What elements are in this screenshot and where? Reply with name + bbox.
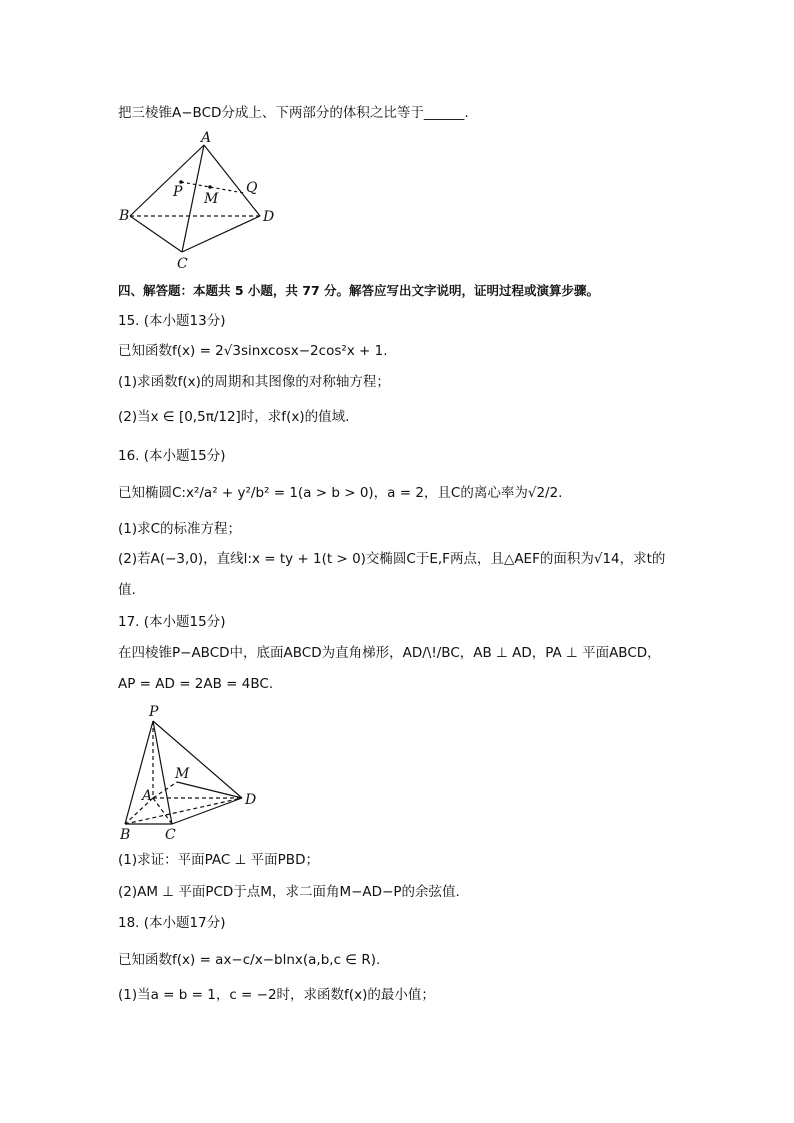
q17-title: 17. (本小题15分) <box>118 614 226 630</box>
label-p: P <box>173 184 183 200</box>
q14-continuation: 把三棱锥A−BCD分成上、下两部分的体积之比等于______. <box>118 105 469 121</box>
q16-part2-cont: 值. <box>118 582 136 598</box>
label-a: A <box>142 788 153 804</box>
label-b: B <box>120 827 131 843</box>
section-four-heading: 四、解答题：本题共 5 小题，共 77 分。解答应写出文字说明，证明过程或演算步骤。 <box>118 283 600 298</box>
label-a: A <box>201 130 212 146</box>
q18-title: 18. (本小题17分) <box>118 915 226 931</box>
q17-stem: 在四棱锥P−ABCD中，底面ABCD为直角梯形，AD/\!/BC，AB ⊥ AD，PA ⊥ 平面ABCD， <box>118 645 661 661</box>
q16-part1: (1)求C的标准方程； <box>118 521 242 537</box>
q15-part1: (1)求函数f(x)的周期和其图像的对称轴方程； <box>118 374 390 390</box>
tetrahedron-figure <box>115 128 285 273</box>
point-m <box>208 185 212 189</box>
q17-stem-cont: AP = AD = 2AB = 4BC. <box>118 676 274 692</box>
q17-part1: (1)求证：平面PAC ⊥ 平面PBD； <box>118 852 319 868</box>
edge-ab <box>130 145 204 216</box>
label-m: M <box>175 766 190 782</box>
edge-cd <box>182 216 260 252</box>
q17-part2: (2)AM ⊥ 平面PCD于点M，求二面角M−AD−P的余弦值. <box>118 884 460 900</box>
label-d: D <box>245 792 257 808</box>
q16-stem: 已知椭圆C:x²/a² + y²/b² = 1(a > b > 0)，a = 2，且C的离心率为√2/2. <box>118 485 563 501</box>
label-d: D <box>263 209 275 225</box>
label-c: C <box>165 827 176 843</box>
edge-ac <box>182 145 204 252</box>
q18-part1: (1)当a = b = 1，c = −2时，求函数f(x)的最小值； <box>118 987 435 1003</box>
label-m: M <box>204 191 219 207</box>
edge-bc <box>130 216 182 252</box>
q16-part2: (2)若A(−3,0)，直线l:x = ty + 1(t > 0)交椭圆C于E,F两点，且△AEF的面积为√14，求t的 <box>118 551 666 567</box>
label-p: P <box>149 704 159 720</box>
label-q: Q <box>246 180 258 196</box>
q15-stem: 已知函数f(x) = 2√3sinxcosx−2cos²x + 1. <box>118 343 388 359</box>
pyramid-figure <box>115 700 265 845</box>
q15-title: 15. (本小题13分) <box>118 313 226 329</box>
q16-title: 16. (本小题15分) <box>118 448 226 464</box>
edge-pc <box>153 721 172 824</box>
q15-part2: (2)当x ∈ [0,5π/12]时，求f(x)的值域. <box>118 409 350 425</box>
label-b: B <box>119 208 130 224</box>
label-c: C <box>177 256 188 272</box>
q18-stem: 已知函数f(x) = ax−c/x−blnx(a,b,c ∈ R). <box>118 952 381 968</box>
edge-pb <box>125 721 153 824</box>
